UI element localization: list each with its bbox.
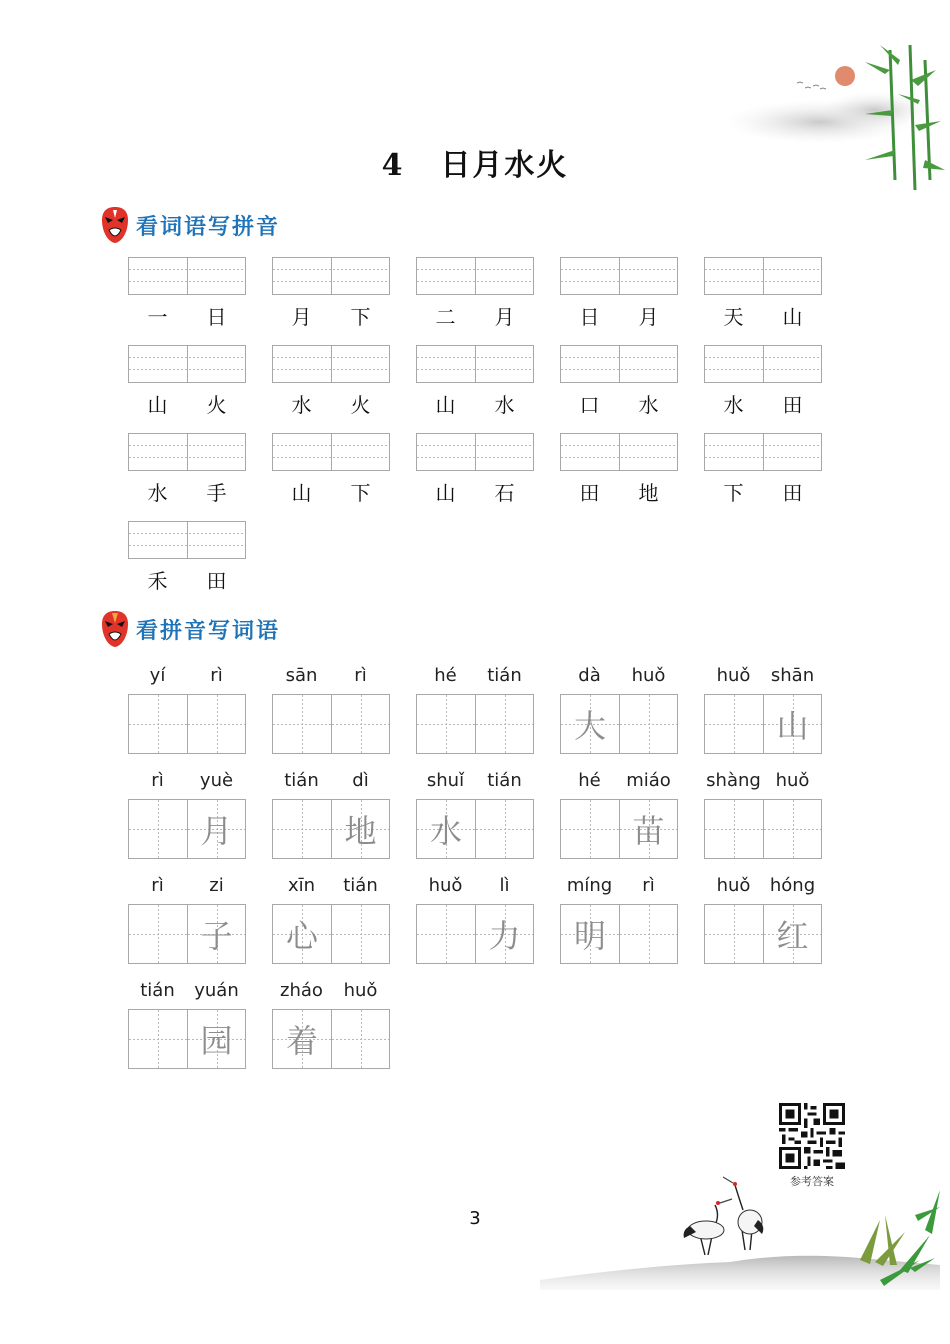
word-char: 水 [723, 393, 744, 417]
word-item [560, 257, 678, 341]
pinyin-writing-box[interactable] [416, 257, 534, 295]
given-char [620, 695, 677, 753]
given-char [188, 695, 245, 753]
word-char: 天 [723, 305, 744, 329]
pinyin-syllable: shān [770, 665, 815, 686]
tianzi-cell[interactable] [187, 905, 245, 963]
pinyin-syllable: tián [487, 665, 522, 686]
pinyin-syllable: rì [151, 875, 164, 896]
word-char: 一 [147, 305, 168, 329]
given-char: 大 [573, 707, 606, 745]
tianzi-grid[interactable] [704, 799, 822, 859]
tianzi-cell[interactable] [129, 905, 187, 963]
given-char [476, 695, 533, 753]
tianzi-grid[interactable] [560, 904, 678, 964]
given-char [705, 695, 763, 753]
word-char: 手 [206, 481, 227, 505]
ink-cranes-bamboo-illustration [530, 1170, 950, 1310]
word-char: 水 [494, 393, 515, 417]
qr-caption: 参考答案 [790, 1175, 834, 1188]
given-char: 子 [200, 917, 233, 955]
word-char: 水 [147, 481, 168, 505]
word-char: 禾 [147, 569, 168, 593]
given-char: 力 [488, 917, 521, 955]
given-char [129, 1010, 187, 1068]
pinyin-word-item [416, 665, 534, 755]
tianzi-cell[interactable] [561, 905, 619, 963]
tianzi-cell[interactable] [475, 800, 533, 858]
word-item [272, 433, 390, 517]
tianzi-grid[interactable] [416, 799, 534, 859]
tianzi-cell[interactable] [619, 800, 677, 858]
word-item [272, 257, 390, 341]
word-char: 水 [638, 393, 659, 417]
pinyin-word-item [560, 875, 678, 965]
given-char: 地 [344, 812, 377, 850]
word-char: 山 [147, 393, 168, 417]
pinyin-word-item [128, 875, 246, 965]
tianzi-cell[interactable] [129, 695, 187, 753]
given-char [620, 905, 677, 963]
word-item [128, 257, 246, 341]
pinyin-writing-box[interactable] [560, 433, 678, 471]
pinyin-syllable: rì [151, 770, 164, 791]
given-char: 水 [429, 812, 462, 850]
given-char [273, 695, 331, 753]
pinyin-syllable: zi [209, 875, 224, 896]
word-char: 田 [579, 481, 600, 505]
pinyin-word-item [704, 875, 822, 965]
pinyin-syllable: huǒ [631, 665, 666, 686]
given-char [332, 695, 389, 753]
tianzi-cell[interactable] [763, 905, 821, 963]
given-char: 园 [200, 1022, 233, 1060]
tianzi-grid[interactable] [128, 694, 246, 754]
pinyin-syllable: rì [210, 665, 223, 686]
pinyin-word-item [704, 770, 822, 860]
word-item [416, 345, 534, 429]
pinyin-syllable: xīn [287, 875, 316, 896]
tianzi-grid[interactable] [704, 694, 822, 754]
section-label: 看拼音写词语 [136, 618, 281, 644]
pinyin-syllable: tián [487, 770, 522, 791]
pinyin-syllable: rì [642, 875, 655, 896]
word-item [560, 433, 678, 517]
word-char: 二 [435, 305, 456, 329]
pinyin-syllable: huǒ [343, 980, 378, 1001]
pinyin-word-item [272, 770, 390, 860]
tianzi-cell[interactable] [417, 695, 475, 753]
tianzi-grid[interactable] [272, 904, 390, 964]
word-char: 地 [638, 481, 659, 505]
tianzi-cell[interactable] [763, 800, 821, 858]
tianzi-grid[interactable] [128, 904, 246, 964]
word-item [704, 345, 822, 429]
pinyin-syllable: lì [499, 875, 510, 896]
pinyin-syllable: huǒ [428, 875, 463, 896]
pinyin-word-item [704, 665, 822, 755]
tianzi-cell[interactable] [273, 1010, 331, 1068]
pinyin-writing-box[interactable] [128, 345, 246, 383]
pinyin-syllable: yí [149, 665, 166, 686]
page-number: 3 [469, 1208, 481, 1229]
word-char: 月 [638, 305, 659, 329]
pinyin-writing-box[interactable] [704, 257, 822, 295]
pinyin-syllable: dì [352, 770, 369, 791]
tianzi-cell[interactable] [417, 905, 475, 963]
word-item [128, 345, 246, 429]
pinyin-word-item [560, 770, 678, 860]
pinyin-writing-box[interactable] [560, 257, 678, 295]
pinyin-word-item [416, 770, 534, 860]
word-char: 下 [350, 481, 371, 505]
pinyin-syllable: huǒ [716, 665, 751, 686]
given-char: 着 [285, 1022, 318, 1060]
pinyin-syllable: zháo [280, 980, 323, 1001]
tianzi-cell[interactable] [331, 1010, 389, 1068]
tianzi-grid[interactable] [560, 799, 678, 859]
pinyin-syllable: tián [140, 980, 175, 1001]
pinyin-writing-box[interactable] [560, 345, 678, 383]
section-header-write-pinyin [100, 205, 280, 245]
given-char [764, 800, 821, 858]
word-char: 田 [206, 569, 227, 593]
word-char: 田 [782, 393, 803, 417]
lesson-title [0, 140, 950, 184]
pinyin-syllable: huǒ [775, 770, 810, 791]
word-char: 火 [350, 393, 371, 417]
tianzi-cell[interactable] [561, 695, 619, 753]
pinyin-syllable: míng [566, 875, 613, 896]
pinyin-writing-box[interactable] [704, 345, 822, 383]
tianzi-grid[interactable] [272, 1009, 390, 1069]
tianzi-cell[interactable] [331, 905, 389, 963]
tianzi-cell[interactable] [561, 800, 619, 858]
tianzi-cell[interactable] [619, 695, 677, 753]
word-char: 山 [291, 481, 312, 505]
pinyin-writing-box[interactable] [272, 433, 390, 471]
word-char: 日 [579, 305, 600, 329]
pinyin-syllable: hóng [769, 875, 816, 896]
section-label: 看词语写拼音 [136, 214, 281, 240]
opera-mask-icon [100, 610, 130, 648]
given-char [561, 800, 619, 858]
pinyin-syllable: shuǐ [426, 770, 465, 791]
tianzi-cell[interactable] [273, 905, 331, 963]
tianzi-cell[interactable] [705, 905, 763, 963]
pinyin-syllable: shàng [706, 770, 761, 791]
opera-mask-icon [100, 206, 130, 244]
pinyin-writing-box[interactable] [272, 257, 390, 295]
pinyin-word-item [272, 980, 390, 1070]
pinyin-word-item [272, 875, 390, 965]
pinyin-writing-box[interactable] [704, 433, 822, 471]
tianzi-grid[interactable] [272, 694, 390, 754]
given-char: 山 [776, 707, 809, 745]
pinyin-writing-box[interactable] [128, 433, 246, 471]
given-char [417, 695, 475, 753]
pinyin-word-item [416, 875, 534, 965]
tianzi-cell[interactable] [273, 695, 331, 753]
pinyin-word-item [128, 980, 246, 1070]
word-char: 水 [291, 393, 312, 417]
given-char: 心 [285, 917, 318, 955]
given-char [129, 800, 187, 858]
given-char [332, 1010, 389, 1068]
tianzi-cell[interactable] [475, 695, 533, 753]
given-char [129, 905, 187, 963]
word-char: 日 [206, 305, 227, 329]
word-char: 山 [782, 305, 803, 329]
word-char: 火 [206, 393, 227, 417]
tianzi-grid[interactable] [416, 694, 534, 754]
word-char: 口 [579, 393, 600, 417]
tianzi-cell[interactable] [475, 905, 533, 963]
word-char: 下 [723, 481, 744, 505]
word-item [416, 257, 534, 341]
qr-code-icon[interactable] [779, 1103, 845, 1169]
word-char: 月 [494, 305, 515, 329]
given-char: 苗 [632, 812, 665, 850]
tianzi-grid[interactable] [272, 799, 390, 859]
word-char: 田 [782, 481, 803, 505]
pinyin-syllable: huǒ [716, 875, 751, 896]
pinyin-syllable: yuè [199, 770, 234, 791]
section-header-write-words [100, 609, 280, 649]
given-char [273, 800, 331, 858]
pinyin-syllable: rì [354, 665, 367, 686]
tianzi-grid[interactable] [416, 904, 534, 964]
word-char: 石 [494, 481, 515, 505]
given-char [705, 905, 763, 963]
lesson-title-text: 日月水火 [440, 148, 569, 183]
given-char: 明 [573, 917, 606, 955]
tianzi-cell[interactable] [331, 695, 389, 753]
tianzi-cell[interactable] [273, 800, 331, 858]
tianzi-cell[interactable] [129, 800, 187, 858]
given-char [129, 695, 187, 753]
given-char [332, 905, 389, 963]
pinyin-writing-box[interactable] [128, 257, 246, 295]
word-item [272, 345, 390, 429]
pinyin-syllable: yuán [194, 980, 239, 1001]
word-char: 月 [291, 305, 312, 329]
tianzi-grid[interactable] [560, 694, 678, 754]
tianzi-cell[interactable] [129, 1010, 187, 1068]
word-item [560, 345, 678, 429]
word-item [704, 433, 822, 517]
pinyin-syllable: miáo [626, 770, 671, 791]
tianzi-grid[interactable] [128, 1009, 246, 1069]
word-item [128, 433, 246, 517]
pinyin-syllable: hé [578, 770, 601, 791]
word-char: 下 [350, 305, 371, 329]
pinyin-word-item [272, 665, 390, 755]
lesson-number: 4 [381, 148, 405, 183]
tianzi-cell[interactable] [187, 800, 245, 858]
pinyin-writing-box[interactable] [416, 433, 534, 471]
given-char [705, 800, 763, 858]
word-item [704, 257, 822, 341]
pinyin-word-item [128, 665, 246, 755]
pinyin-syllable: tián [343, 875, 378, 896]
given-char [476, 800, 533, 858]
tianzi-grid[interactable] [704, 904, 822, 964]
given-char [417, 905, 475, 963]
tianzi-cell[interactable] [417, 800, 475, 858]
tianzi-cell[interactable] [619, 905, 677, 963]
word-item [128, 521, 246, 605]
pinyin-writing-box[interactable] [272, 345, 390, 383]
tianzi-cell[interactable] [331, 800, 389, 858]
pinyin-syllable: tián [284, 770, 319, 791]
tianzi-cell[interactable] [705, 800, 763, 858]
pinyin-writing-box[interactable] [416, 345, 534, 383]
pinyin-writing-box[interactable] [128, 521, 246, 559]
pinyin-syllable: sān [285, 665, 318, 686]
tianzi-cell[interactable] [763, 695, 821, 753]
given-char: 红 [776, 917, 809, 955]
pinyin-syllable: dà [578, 665, 601, 686]
tianzi-grid[interactable] [128, 799, 246, 859]
given-char: 月 [200, 812, 233, 850]
tianzi-cell[interactable] [187, 1010, 245, 1068]
pinyin-syllable: hé [434, 665, 457, 686]
pinyin-word-item [128, 770, 246, 860]
pinyin-word-item [560, 665, 678, 755]
tianzi-cell[interactable] [187, 695, 245, 753]
tianzi-cell[interactable] [705, 695, 763, 753]
word-char: 山 [435, 481, 456, 505]
word-item [416, 433, 534, 517]
word-char: 山 [435, 393, 456, 417]
